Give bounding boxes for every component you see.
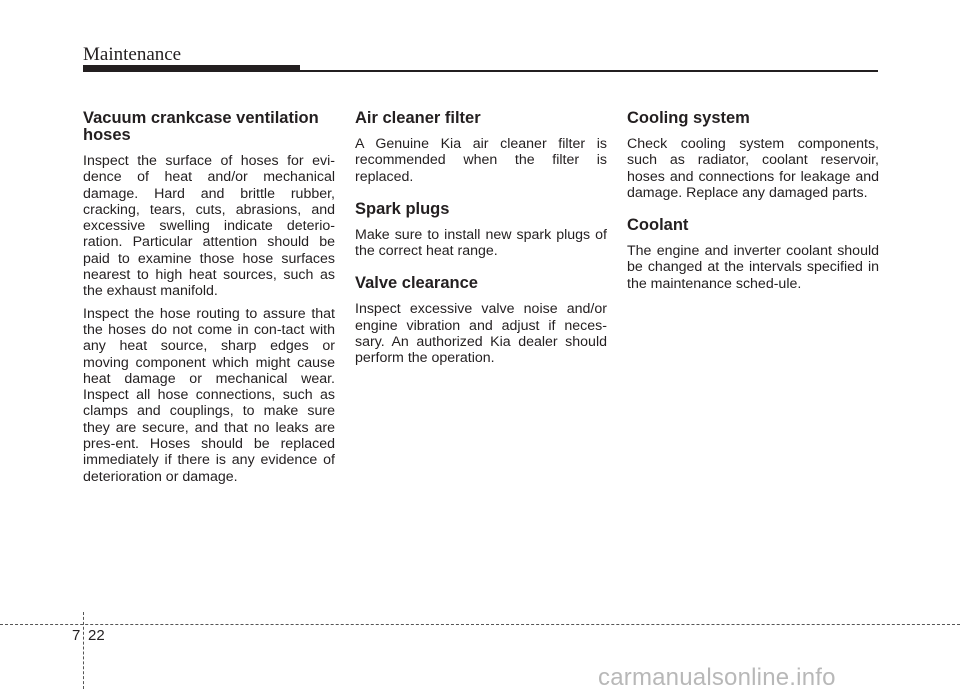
footer-divider bbox=[83, 612, 84, 689]
header-rule-thin bbox=[83, 70, 878, 72]
column-2 bbox=[355, 110, 607, 373]
page-number: 22 bbox=[88, 627, 105, 644]
paragraph-spark-plugs: Make sure to install new spark plugs of the correct heat range. bbox=[355, 226, 607, 260]
heading-vacuum-hoses: Vacuum crankcase ventilation hoses bbox=[83, 109, 319, 144]
column-3 bbox=[627, 110, 879, 298]
heading-air-cleaner-filter: Air cleaner filter bbox=[355, 109, 481, 127]
paragraph-vacuum-hoses-1: Inspect the surface of hoses for evi-dence of heat and/or mechanical damage. Hard and brittle rubber, cracking, tears, cuts, abrasions, and excessive swelling indicate deterio-ration. Particular attention should be paid to examine those hose surfaces nearest to high heat sources, such as the exhaust manifold. bbox=[83, 153, 335, 300]
paragraph-air-cleaner-filter: A Genuine Kia air cleaner filter is recommended when the filter is replaced. bbox=[355, 136, 607, 185]
footer-rule bbox=[0, 624, 960, 625]
heading-spark-plugs: Spark plugs bbox=[355, 199, 450, 218]
heading-valve-clearance: Valve clearance bbox=[355, 274, 478, 293]
paragraph-vacuum-hoses-2: Inspect the hose routing to assure that the hoses do not come in con-tact with any heat source, sharp edges or moving component which might cause heat damage or mechanical wear. Inspect all hose connections, such as clamps and couplings, to make sure they are secure, and that no leaks are pres-ent. Hoses should be replaced immediately if there is any evidence of deterioration or damage. bbox=[83, 305, 335, 485]
heading-cooling-system: Cooling system bbox=[627, 109, 750, 127]
column-1 bbox=[83, 110, 335, 491]
watermark: carmanualsonline.info bbox=[598, 664, 836, 691]
paragraph-cooling-system: Check cooling system components, such as radiator, coolant reservoir, hoses and connections for leakage and damage. Replace any damaged parts. bbox=[627, 136, 879, 201]
paragraph-coolant: The engine and inverter coolant should be changed at the intervals specified in the maintenance sched-ule. bbox=[627, 243, 879, 292]
paragraph-valve-clearance: Inspect excessive valve noise and/or engine vibration and adjust if neces-sary. An authorized Kia dealer should perform the operation. bbox=[355, 301, 607, 367]
section-title: Maintenance bbox=[83, 44, 182, 65]
heading-coolant: Coolant bbox=[627, 216, 689, 235]
chapter-number: 7 bbox=[72, 627, 81, 644]
